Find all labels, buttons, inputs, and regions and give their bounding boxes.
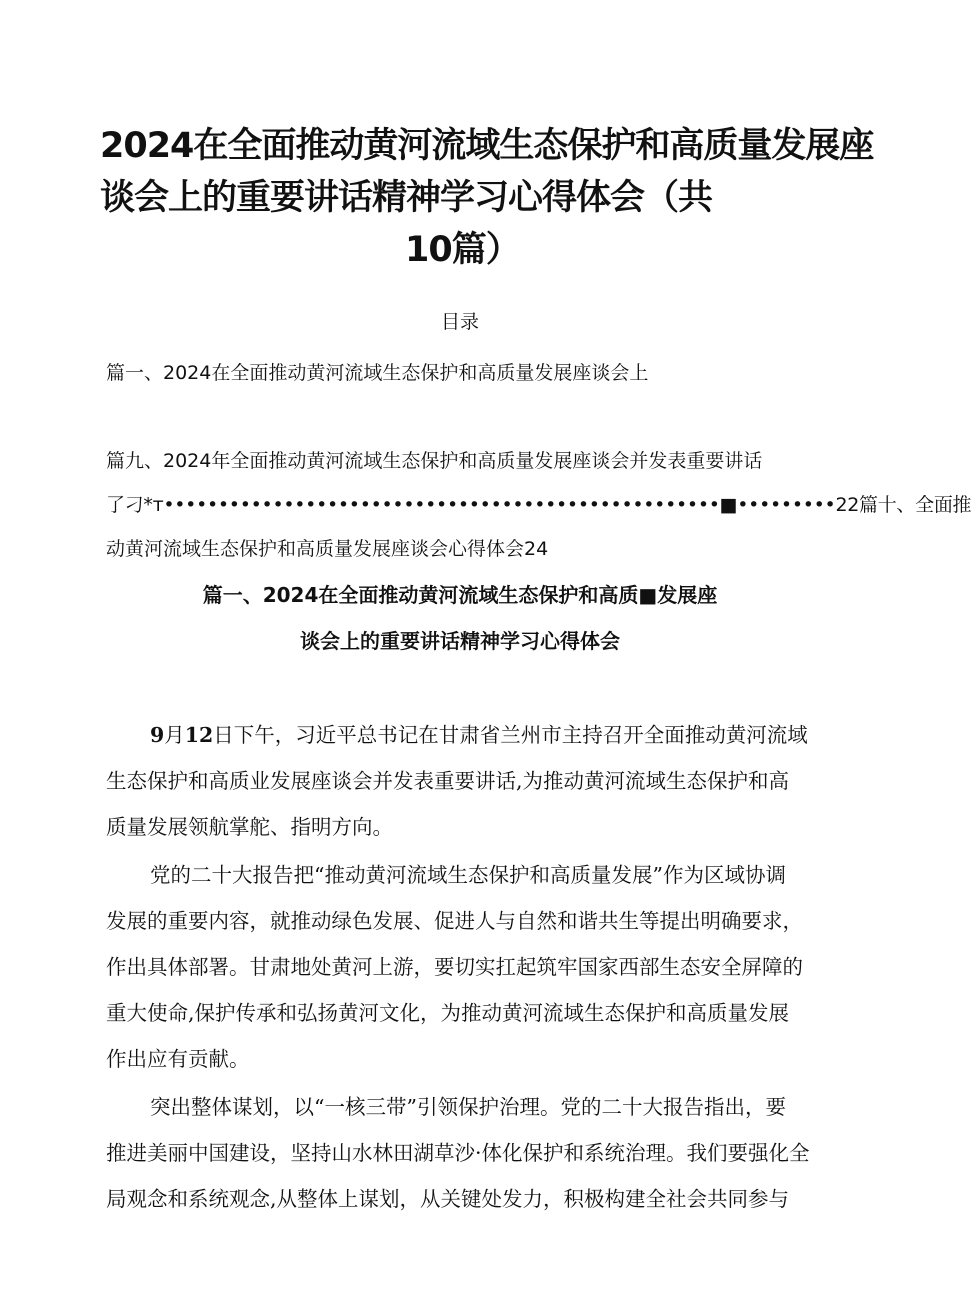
toc-entry-10-continued: 动黄河流域生态保护和高质量发展座谈会心得体会24 bbox=[106, 538, 549, 560]
paragraph-2-line-1: 党的二十大报告把“推动黄河流域生态保护和高质量发展”作为区域协调 bbox=[150, 863, 786, 887]
paragraph-2-line-4: 重大使命,保护传承和弘扬黄河文化，为推动黄河流域生态保护和高质量发展 bbox=[106, 1001, 790, 1025]
document-title bbox=[100, 120, 874, 276]
paragraph-1-line-2: 生态保护和高质业发展座谈会并发表重要讲话,为推动黄河流域生态保护和高 bbox=[106, 769, 790, 793]
title-line-1: 2024在全面推动黄河流域生态保护和高质量发展座 bbox=[100, 126, 874, 166]
toc-entry-9: 篇九、2024年全面推动黄河流域生态保护和高质量发展座谈会并发表重要讲话 bbox=[106, 450, 763, 472]
section-heading-line-2: 谈会上的重要讲话精神学习心得体会 bbox=[300, 629, 620, 653]
title-line-2: 谈会上的重要讲话精神学习心得体会（共 bbox=[100, 178, 713, 218]
toc-entry-1: 篇一、2024在全面推动黄河流域生态保护和高质量发展座谈会上 bbox=[106, 362, 649, 384]
toc-entry-9-continued: 了刁*т•••••••••••••••••••••••••••••••••••••••••••••••••••■•••••••••22篇十、全面推 bbox=[106, 494, 971, 516]
paragraph-2 bbox=[106, 852, 838, 1082]
paragraph-2-line-3: 作出具体部署。甘肃地处黄河上游，要切实扛起筑牢国家西部生态安全屏障的 bbox=[106, 955, 803, 979]
paragraph-1-line-1-text: 日下午，习近平总书记在甘肃省兰州市主持召开全面推动黄河流域 bbox=[213, 723, 808, 747]
paragraph-1-line-1 bbox=[106, 712, 838, 758]
date-number: 12 bbox=[184, 723, 214, 747]
title-line-3: 10篇） bbox=[405, 230, 520, 270]
paragraph-1 bbox=[106, 712, 838, 850]
paragraph-2-line-2: 发展的重要内容，就推动绿色发展、促进人与自然和谐共生等提出明确要求， bbox=[106, 909, 803, 933]
paragraph-3-line-1: 突出整体谋划，以“一核三带”引领保护治理。党的二十大报告指出，要 bbox=[150, 1095, 786, 1119]
date-month-char: 月 bbox=[164, 723, 185, 747]
paragraph-3-line-2: 推进美丽中国建设，坚持山水林田湖草沙·体化保护和系统治理。我们要强化全 bbox=[106, 1141, 810, 1165]
date-day-number: 9 bbox=[150, 723, 165, 747]
section-heading-line-1: 篇一、2024在全面推动黄河流域生态保护和高质■发展座 bbox=[202, 583, 718, 607]
paragraph-2-line-5: 作出应有贡献。 bbox=[106, 1047, 250, 1071]
paragraph-3 bbox=[106, 1084, 838, 1222]
toc-heading: 目录 bbox=[440, 311, 479, 333]
paragraph-1-line-3: 质量发展领航掌舵、指明方向。 bbox=[106, 815, 393, 839]
paragraph-3-line-3: 局观念和系统观念,从整体上谋划，从关键处发力，积极构建全社会共同参与 bbox=[106, 1187, 790, 1211]
